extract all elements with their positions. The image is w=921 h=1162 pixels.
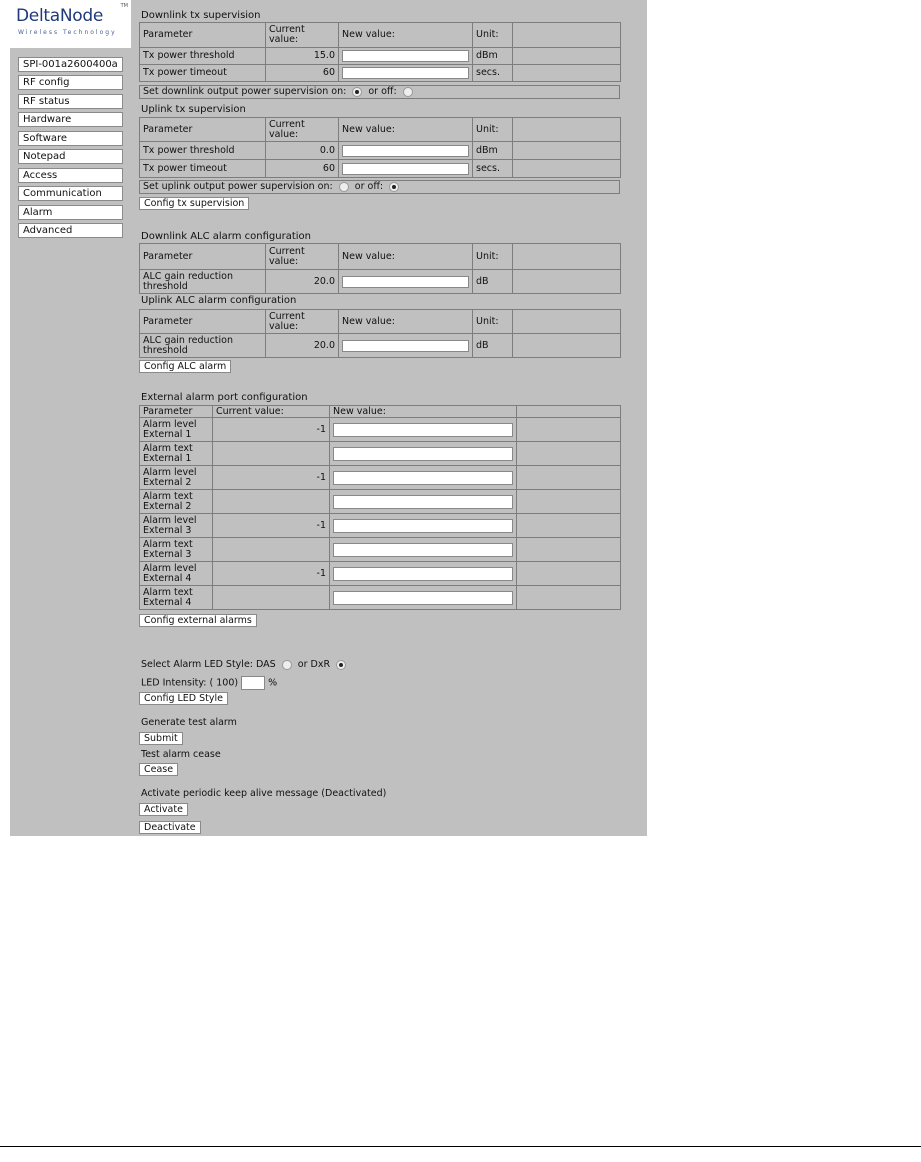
empty-cell (513, 270, 621, 294)
dl-alc-threshold-input[interactable] (342, 276, 469, 288)
logo-tagline: Wireless Technology (18, 29, 117, 36)
header-empty (513, 23, 621, 48)
new-value-cell (339, 48, 473, 65)
new-value-cell (339, 270, 473, 294)
ext1-text-input[interactable] (333, 447, 513, 461)
empty-cell (513, 48, 621, 65)
new-value-cell (330, 562, 517, 586)
param-label: Alarm text External 2 (140, 490, 213, 514)
dl-tx-threshold-input[interactable] (342, 50, 469, 62)
ext4-level-input[interactable] (333, 567, 513, 581)
led-intensity-input[interactable] (241, 676, 265, 690)
led-style-dxr-radio[interactable] (336, 660, 346, 670)
dl-supervision-on-radio[interactable] (352, 87, 362, 97)
empty-cell (517, 418, 621, 442)
empty-cell (513, 160, 621, 178)
ul-supervision-label: Set uplink output power supervision on: (143, 181, 333, 192)
header-parameter: Parameter (140, 23, 266, 48)
empty-cell (517, 514, 621, 538)
unit-label: dBm (473, 48, 513, 65)
unit-label: dBm (473, 142, 513, 160)
generate-test-alarm-label: Generate test alarm (141, 717, 237, 728)
header-parameter: Parameter (140, 118, 266, 142)
nav-item-software[interactable]: Software (18, 131, 123, 146)
header-new: New value: (330, 406, 517, 418)
external-alarm-table (139, 405, 621, 610)
param-label: Tx power threshold (140, 142, 266, 160)
downlink-tx-title: Downlink tx supervision (141, 10, 261, 21)
uplink-tx-title: Uplink tx supervision (141, 104, 246, 115)
nav-item-device-id[interactable]: SPI-001a2600400a (18, 57, 123, 72)
new-value-cell (339, 142, 473, 160)
ext2-level-input[interactable] (333, 471, 513, 485)
nav-item-notepad[interactable]: Notepad (18, 149, 123, 164)
nav-item-hardware[interactable]: Hardware (18, 112, 123, 127)
header-parameter: Parameter (140, 310, 266, 334)
header-unit: Unit: (473, 244, 513, 270)
config-external-alarms-button[interactable]: Config external alarms (139, 614, 257, 627)
new-value-cell (339, 160, 473, 178)
config-alc-alarm-button[interactable]: Config ALC alarm (139, 360, 231, 373)
header-current: Current value: (266, 310, 339, 334)
empty-cell (517, 538, 621, 562)
header-parameter: Parameter (140, 406, 213, 418)
current-value: 60 (266, 160, 339, 178)
header-unit: Unit: (473, 23, 513, 48)
led-intensity-percent: % (268, 677, 278, 689)
header-current: Current value: (266, 118, 339, 142)
nav-item-alarm[interactable]: Alarm (18, 205, 123, 220)
ul-supervision-toggle-row (139, 180, 620, 194)
dl-supervision-toggle-row (139, 85, 620, 99)
led-style-dxr-label: or DxR (297, 659, 331, 670)
header-current: Current value: (266, 23, 339, 48)
param-label: Alarm level External 3 (140, 514, 213, 538)
led-style-das-radio[interactable] (282, 660, 292, 670)
current-value: 20.0 (266, 334, 339, 358)
current-value (213, 538, 330, 562)
new-value-cell (330, 586, 517, 610)
ul-supervision-on-radio[interactable] (339, 182, 349, 192)
ul-tx-timeout-input[interactable] (342, 163, 469, 175)
param-label: Tx power timeout (140, 65, 266, 82)
param-label: Alarm text External 3 (140, 538, 213, 562)
nav-item-advanced[interactable]: Advanced (18, 223, 123, 238)
downlink-alc-title: Downlink ALC alarm configuration (141, 231, 311, 242)
ul-supervision-off-label: or off: (354, 181, 384, 192)
ext2-text-input[interactable] (333, 495, 513, 509)
new-value-cell (330, 466, 517, 490)
uplink-alc-table (139, 309, 621, 358)
header-empty (513, 244, 621, 270)
new-value-cell (330, 442, 517, 466)
footer-divider (0, 1146, 921, 1147)
nav-item-rf-status[interactable]: RF status (18, 94, 123, 109)
current-value: 60 (266, 65, 339, 82)
unit-label: secs. (473, 65, 513, 82)
param-label: ALC gain reduction threshold (140, 334, 266, 358)
param-label: Alarm level External 4 (140, 562, 213, 586)
dl-supervision-off-radio[interactable] (403, 87, 413, 97)
header-new: New value: (339, 310, 473, 334)
empty-cell (517, 442, 621, 466)
param-label: Alarm level External 1 (140, 418, 213, 442)
header-empty (517, 406, 621, 418)
header-parameter: Parameter (140, 244, 266, 270)
header-unit: Unit: (473, 310, 513, 334)
nav-item-access[interactable]: Access (18, 168, 123, 183)
unit-label: dB (473, 270, 513, 294)
ul-tx-threshold-input[interactable] (342, 145, 469, 157)
current-value: -1 (213, 514, 330, 538)
empty-cell (517, 466, 621, 490)
empty-cell (513, 142, 621, 160)
current-value (213, 490, 330, 514)
header-empty (513, 310, 621, 334)
led-intensity-row (141, 676, 277, 690)
config-led-style-button[interactable]: Config LED Style (139, 692, 228, 705)
downlink-tx-table (139, 22, 621, 82)
uplink-tx-table (139, 117, 621, 178)
param-label: ALC gain reduction threshold (140, 270, 266, 294)
header-new: New value: (339, 118, 473, 142)
logo-tm: TM (120, 3, 128, 9)
current-value (213, 442, 330, 466)
nav-item-communication[interactable]: Communication (18, 186, 123, 201)
uplink-alc-title: Uplink ALC alarm configuration (141, 295, 297, 306)
empty-cell (513, 334, 621, 358)
submit-test-alarm-button[interactable]: Submit (139, 732, 183, 745)
header-current: Current value: (213, 406, 330, 418)
empty-cell (517, 562, 621, 586)
downlink-alc-table (139, 243, 621, 294)
current-value: -1 (213, 562, 330, 586)
current-value (213, 586, 330, 610)
param-label: Alarm text External 4 (140, 586, 213, 610)
unit-label: secs. (473, 160, 513, 178)
param-label: Alarm text External 1 (140, 442, 213, 466)
led-style-row (141, 659, 349, 670)
test-alarm-cease-label: Test alarm cease (141, 749, 221, 760)
activate-keepalive-button[interactable]: Activate (139, 803, 188, 816)
nav-item-rf-config[interactable]: RF config (18, 75, 123, 90)
led-intensity-label: LED Intensity: ( 100) (141, 677, 239, 689)
deactivate-keepalive-button[interactable]: Deactivate (139, 821, 201, 834)
config-tx-supervision-button[interactable]: Config tx supervision (139, 197, 249, 210)
keepalive-label: Activate periodic keep alive message (Deactivated) (141, 788, 387, 799)
header-new: New value: (339, 23, 473, 48)
param-label: Tx power threshold (140, 48, 266, 65)
new-value-cell (330, 538, 517, 562)
ext3-text-input[interactable] (333, 543, 513, 557)
logo-name: DeltaNode (16, 6, 104, 26)
current-value: 15.0 (266, 48, 339, 65)
current-value: -1 (213, 466, 330, 490)
led-style-label: Select Alarm LED Style: DAS (141, 659, 276, 670)
empty-cell (517, 490, 621, 514)
new-value-cell (330, 490, 517, 514)
deltanode-logo (10, 0, 131, 48)
header-current: Current value: (266, 244, 339, 270)
dl-tx-timeout-input[interactable] (342, 67, 469, 79)
current-value: 20.0 (266, 270, 339, 294)
ext4-text-input[interactable] (333, 591, 513, 605)
empty-cell (517, 586, 621, 610)
param-label: Tx power timeout (140, 160, 266, 178)
unit-label: dB (473, 334, 513, 358)
header-new: New value: (339, 244, 473, 270)
new-value-cell (339, 334, 473, 358)
ul-alc-threshold-input[interactable] (342, 340, 469, 352)
external-alarm-title: External alarm port configuration (141, 392, 308, 403)
empty-cell (513, 65, 621, 82)
dl-supervision-off-label: or off: (368, 86, 397, 97)
new-value-cell (330, 514, 517, 538)
cease-test-alarm-button[interactable]: Cease (139, 763, 178, 776)
param-label: Alarm level External 2 (140, 466, 213, 490)
ul-supervision-off-radio[interactable] (389, 182, 399, 192)
current-value: 0.0 (266, 142, 339, 160)
ext3-level-input[interactable] (333, 519, 513, 533)
new-value-cell (339, 65, 473, 82)
dl-supervision-label: Set downlink output power supervision on: (143, 86, 347, 97)
current-value: -1 (213, 418, 330, 442)
ext1-level-input[interactable] (333, 423, 513, 437)
new-value-cell (330, 418, 517, 442)
header-empty (513, 118, 621, 142)
header-unit: Unit: (473, 118, 513, 142)
